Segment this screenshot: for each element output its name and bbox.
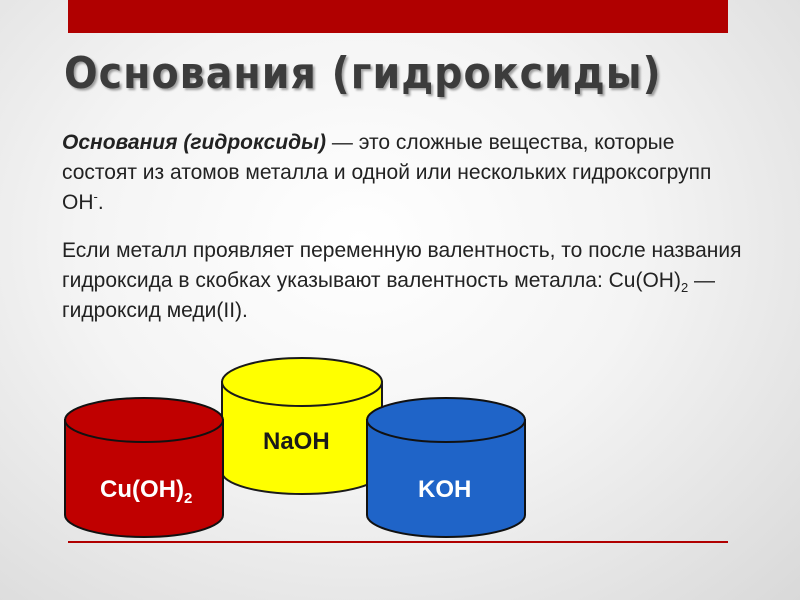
koh-label: KOH	[418, 476, 472, 503]
naoh-cylinder	[222, 358, 382, 494]
cu-oh2-label	[100, 476, 193, 507]
bottom-divider	[68, 541, 728, 543]
hydroxide-charge: -	[93, 189, 98, 204]
slide-title: Основания (гидроксиды)	[64, 48, 662, 99]
cu-oh2-label-subscript: 2	[183, 489, 193, 507]
naoh-label: NaOH	[263, 428, 330, 455]
koh-cylinder	[367, 398, 525, 537]
definition-end: .	[97, 191, 104, 214]
definition-text: — это сложные вещества, которые состоят из атомов металла и одной или нескольких гидроксогрупп ОН	[62, 131, 712, 214]
valence-text: Если металл проявляет переменную валентность, то после названия гидроксида в скобках указывают валентность металла: Cu(OH)	[62, 239, 742, 292]
cu-oh2-label-text: Cu(OH)	[100, 476, 184, 503]
cu-oh2-cylinder	[65, 398, 223, 537]
formula-subscript: 2	[680, 280, 689, 296]
definition-term: Основания (гидроксиды)	[62, 131, 327, 154]
valence-end: — гидроксид меди(II).	[62, 269, 716, 322]
